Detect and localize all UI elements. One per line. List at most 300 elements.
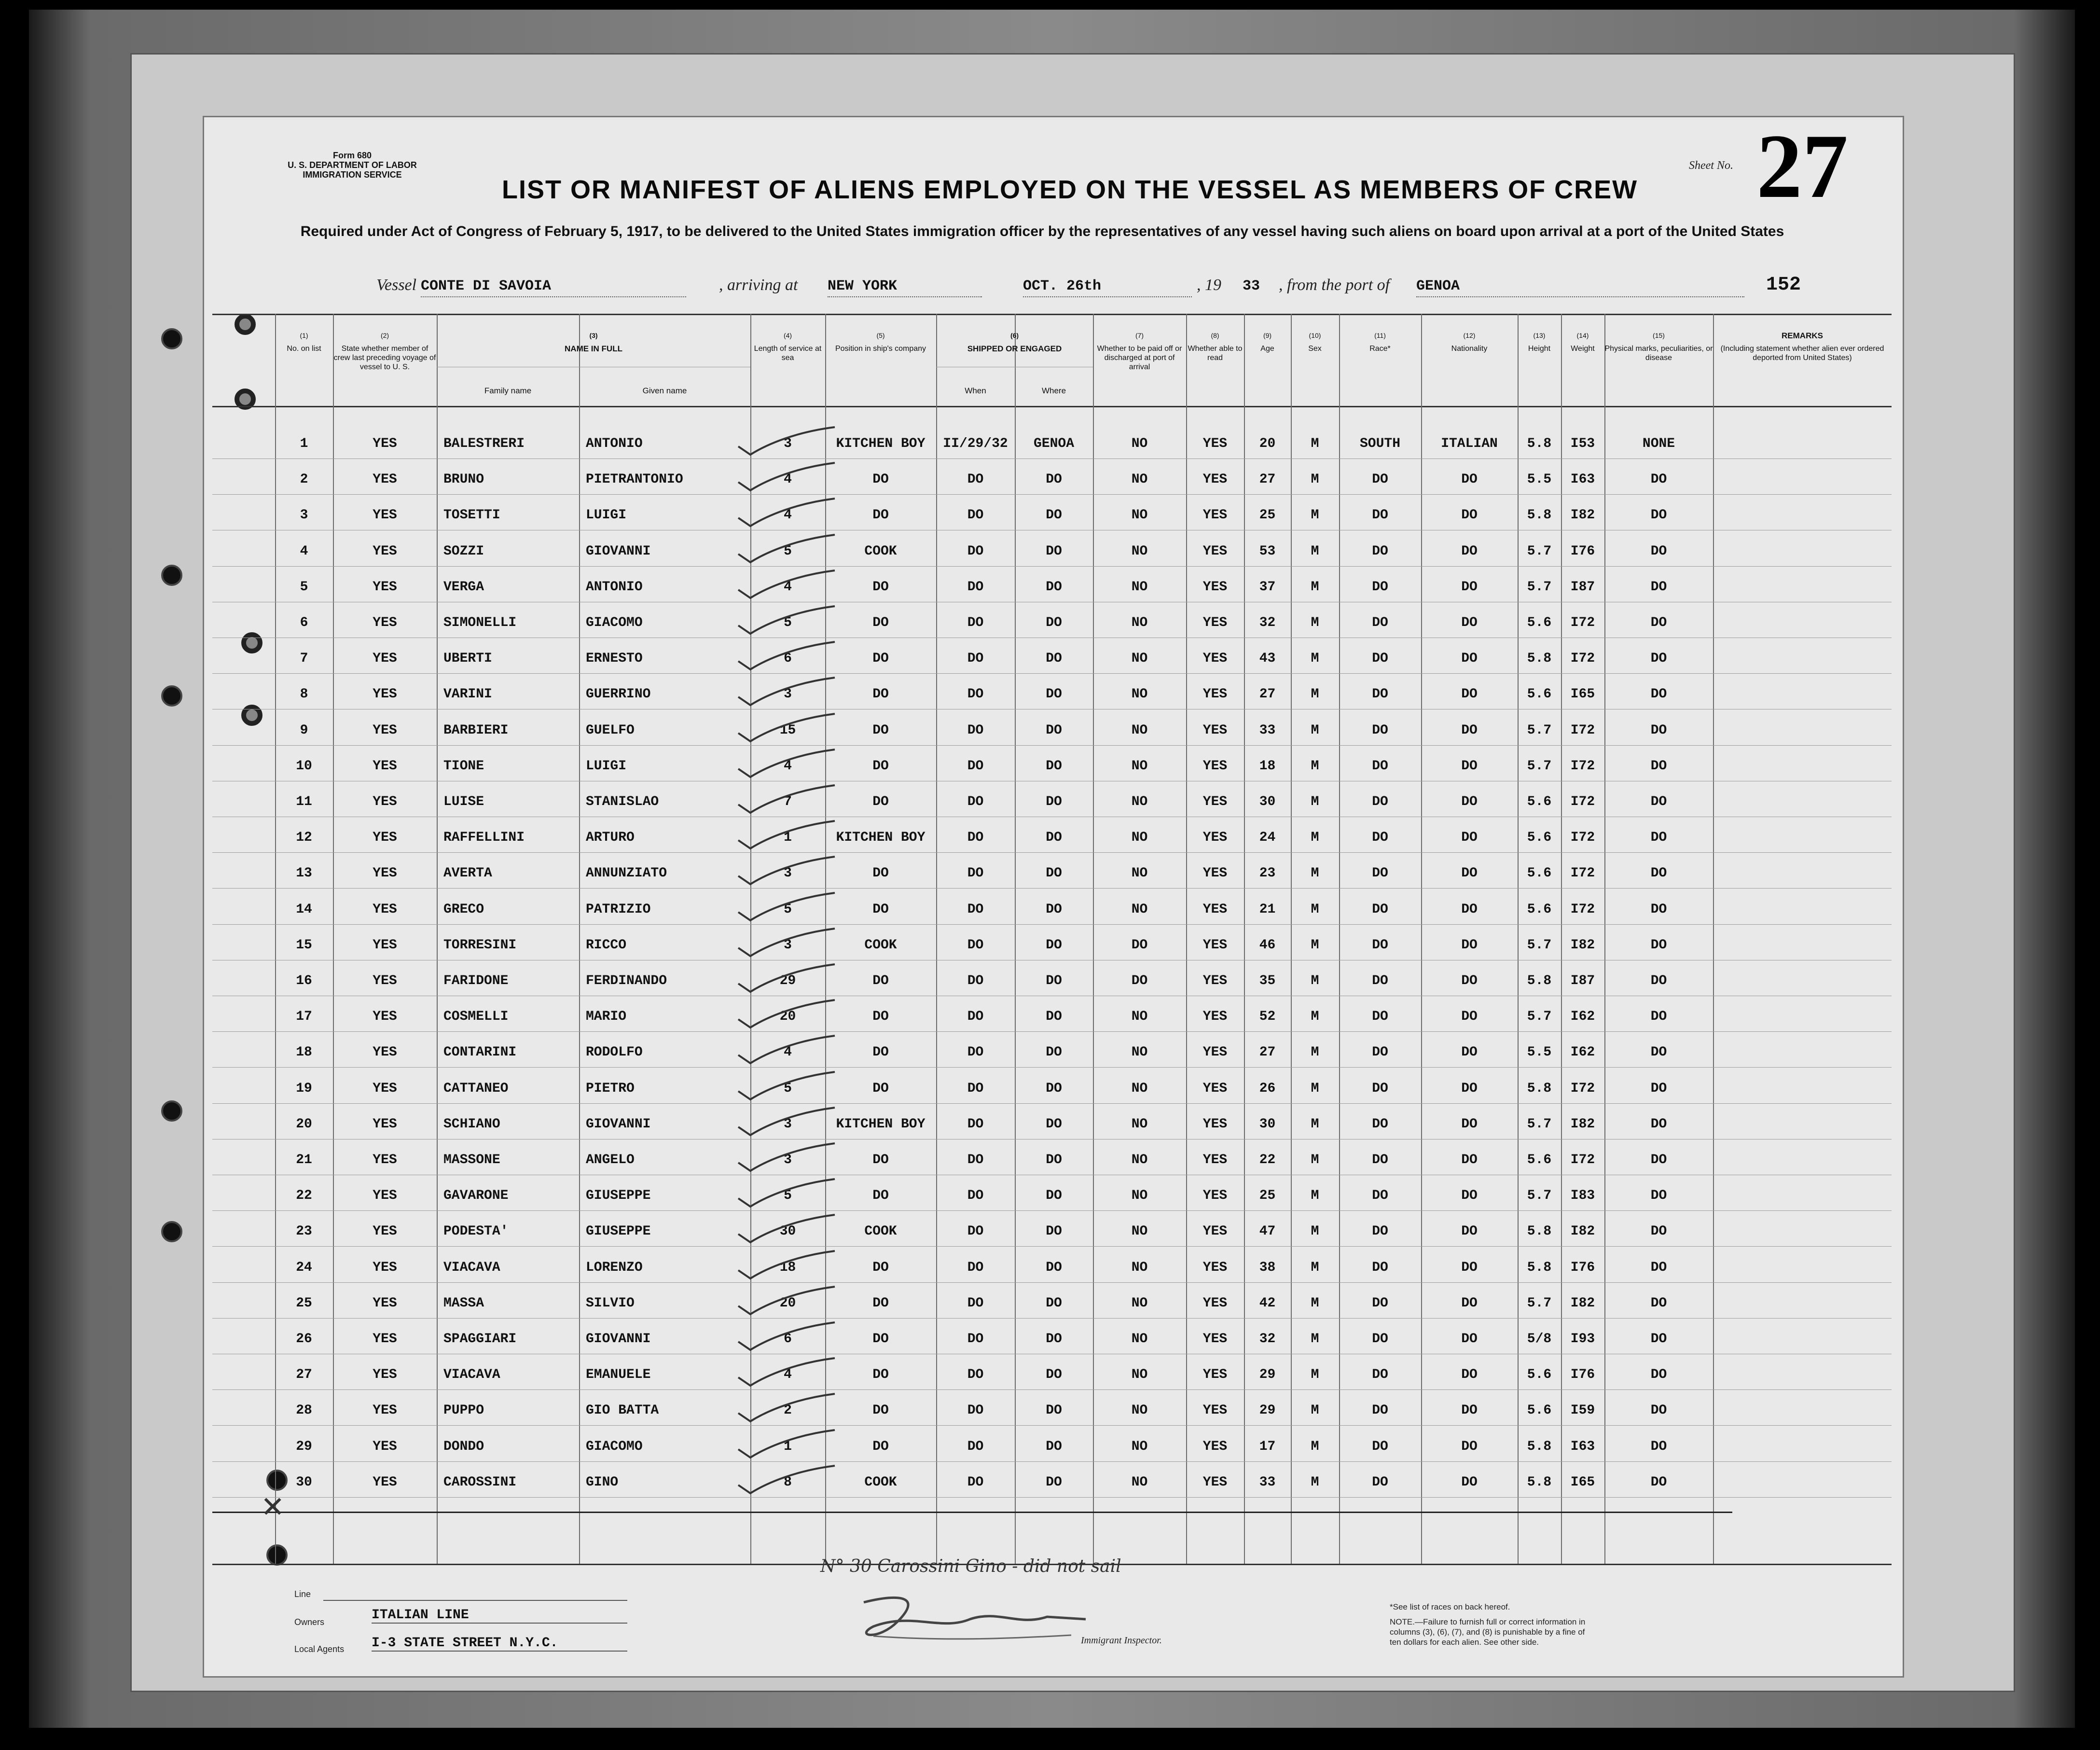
cell-weight: I82 — [1570, 1295, 1595, 1311]
cell-physical-marks: DO — [1650, 1367, 1667, 1383]
column-label: Physical marks, peculiarities, or disease — [1604, 345, 1713, 362]
cell-shipped-when: DO — [967, 1332, 984, 1347]
cell-race: DO — [1372, 902, 1388, 917]
cell-position: COOK — [864, 937, 897, 953]
cell-able-to-read: YES — [1202, 794, 1228, 809]
cell-sex: M — [1311, 1474, 1319, 1490]
cell-weight: I76 — [1570, 1260, 1595, 1275]
cell-age: 42 — [1259, 1295, 1276, 1311]
header-name-in-full — [437, 314, 750, 367]
cell-shipped-where: DO — [1046, 973, 1062, 988]
cell-shipped-where: DO — [1046, 615, 1062, 630]
cell-physical-marks: DO — [1650, 543, 1667, 559]
cell-list-number: 18 — [296, 1045, 312, 1060]
line-label: Line — [294, 1589, 311, 1599]
cell-able-to-read: YES — [1202, 722, 1228, 738]
cell-family-name: CATTANEO — [443, 1081, 509, 1096]
cell-age: 32 — [1259, 1332, 1276, 1347]
cell-given-name: GINO — [586, 1474, 619, 1490]
pencil-check-mark — [729, 1212, 844, 1246]
cell-sex: M — [1311, 1153, 1319, 1167]
cell-length-of-service: 6 — [784, 1332, 792, 1347]
cell-age: 23 — [1259, 866, 1276, 881]
pencil-check-mark — [729, 639, 844, 673]
cell-previous-voyage: YES — [373, 543, 397, 559]
cell-weight: I87 — [1570, 973, 1595, 988]
cell-race: DO — [1372, 651, 1388, 667]
pencil-check-mark — [729, 1463, 844, 1497]
cell-given-name: GIOVANNI — [586, 1116, 651, 1132]
cell-height: 5.7 — [1527, 1116, 1552, 1132]
pencil-check-mark — [729, 1069, 844, 1103]
cell-shipped-where: DO — [1046, 794, 1062, 809]
cell-age: 52 — [1259, 1009, 1276, 1025]
cell-nationality: DO — [1461, 651, 1478, 667]
cell-given-name: MARIO — [586, 1009, 627, 1025]
cell-shipped-where: DO — [1046, 1403, 1062, 1418]
row-rule — [212, 1461, 1892, 1462]
cell-previous-voyage: YES — [373, 722, 397, 738]
cell-position: DO — [872, 1009, 889, 1025]
cell-position: DO — [872, 1188, 889, 1204]
cell-physical-marks: DO — [1650, 866, 1667, 881]
cell-physical-marks: DO — [1650, 1224, 1667, 1239]
cell-shipped-when: DO — [967, 1439, 984, 1454]
cell-weight: I72 — [1570, 794, 1595, 809]
cell-shipped-where: DO — [1046, 1295, 1062, 1311]
cell-list-number: 25 — [296, 1295, 312, 1311]
row-rule — [212, 1031, 1892, 1032]
cell-height: 5/8 — [1527, 1332, 1552, 1347]
cell-able-to-read: YES — [1202, 543, 1228, 559]
cell-race: DO — [1372, 687, 1388, 702]
cell-able-to-read: YES — [1202, 1224, 1228, 1239]
header-race — [1339, 314, 1421, 404]
cell-race: DO — [1372, 1188, 1388, 1204]
cell-shipped-where: DO — [1046, 1009, 1062, 1025]
cell-weight: I93 — [1570, 1332, 1595, 1347]
cell-nationality: DO — [1461, 722, 1478, 738]
cell-shipped-where: DO — [1046, 866, 1062, 881]
cell-height: 5.6 — [1527, 902, 1552, 917]
cell-race: DO — [1372, 1439, 1388, 1454]
cell-nationality: ITALIAN — [1441, 436, 1498, 451]
cell-shipped-when: DO — [967, 1081, 984, 1096]
agents-value: I-3 STATE STREET N.Y.C. — [372, 1636, 627, 1652]
cell-shipped-when: DO — [967, 902, 984, 917]
cell-given-name: GIO BATTA — [586, 1403, 659, 1418]
pencil-check-mark — [729, 532, 844, 566]
cell-family-name: SIMONELLI — [443, 615, 517, 630]
cell-sex: M — [1311, 1188, 1319, 1204]
cell-nationality: DO — [1461, 1295, 1478, 1311]
row-rule — [212, 888, 1892, 889]
cell-able-to-read: YES — [1202, 1474, 1228, 1490]
cell-height: 5.7 — [1527, 1295, 1552, 1311]
cell-shipped-where: DO — [1046, 1367, 1062, 1383]
cell-previous-voyage: YES — [373, 1116, 397, 1132]
cell-height: 5.6 — [1527, 830, 1552, 846]
cell-age: 24 — [1259, 830, 1276, 846]
cell-family-name: VARINI — [443, 687, 492, 702]
cell-nationality: DO — [1461, 687, 1478, 702]
cell-weight: I63 — [1570, 472, 1595, 487]
cell-age: 33 — [1259, 722, 1276, 738]
cell-shipped-when: DO — [967, 1224, 984, 1239]
cell-age: 32 — [1259, 615, 1276, 630]
cell-shipped-when: DO — [967, 687, 984, 702]
cell-list-number: 17 — [296, 1009, 312, 1025]
cell-weight: I72 — [1570, 615, 1595, 630]
cell-previous-voyage: YES — [373, 1439, 397, 1454]
cell-family-name: SPAGGIARI — [443, 1332, 517, 1347]
cell-position: DO — [872, 508, 889, 523]
header-sex — [1291, 314, 1339, 404]
cell-race: DO — [1372, 1367, 1388, 1383]
cell-length-of-service: 3 — [784, 1116, 792, 1132]
cell-physical-marks: DO — [1650, 651, 1667, 667]
column-label: Whether to be paid off or discharged at port of arrival — [1097, 345, 1182, 371]
cell-list-number: 10 — [296, 758, 312, 774]
cell-family-name: VIACAVA — [443, 1260, 500, 1275]
header-position — [825, 314, 936, 404]
cell-sex: M — [1311, 1403, 1319, 1418]
pencil-check-mark — [729, 926, 844, 960]
cell-given-name: ANTONIO — [586, 579, 643, 595]
cell-nationality: DO — [1461, 937, 1478, 953]
cell-list-number: 19 — [296, 1081, 312, 1096]
cell-nationality: DO — [1461, 1224, 1478, 1239]
cell-family-name: DONDO — [443, 1439, 484, 1454]
cell-able-to-read: YES — [1202, 1260, 1228, 1275]
cell-paid-off: NO — [1131, 1403, 1148, 1418]
cell-shipped-where: GENOA — [1033, 436, 1074, 451]
cell-given-name: PATRIZIO — [586, 902, 651, 917]
cell-height: 5.7 — [1527, 579, 1552, 595]
line-value — [323, 1583, 627, 1601]
cell-age: 27 — [1259, 472, 1276, 487]
cell-sex: M — [1311, 1367, 1319, 1383]
cell-nationality: DO — [1461, 794, 1478, 809]
row-rule — [212, 1282, 1892, 1283]
cell-given-name: EMANUELE — [586, 1367, 651, 1383]
row-rule — [212, 1210, 1892, 1211]
cell-physical-marks: DO — [1650, 1260, 1667, 1275]
cell-race: DO — [1372, 722, 1388, 738]
cell-physical-marks: DO — [1650, 472, 1667, 487]
cell-age: 43 — [1259, 651, 1276, 667]
cell-sex: M — [1311, 1116, 1319, 1132]
cell-sex: M — [1311, 651, 1319, 667]
cell-shipped-where: DO — [1046, 508, 1062, 523]
races-note: *See list of races on back hereof. — [1390, 1602, 1510, 1611]
cell-position: DO — [872, 1260, 889, 1275]
cell-previous-voyage: YES — [373, 1153, 397, 1167]
cell-given-name: GIACOMO — [586, 1439, 643, 1454]
cell-nationality: DO — [1461, 866, 1478, 881]
cell-shipped-where: DO — [1046, 937, 1062, 953]
cell-nationality: DO — [1461, 1474, 1478, 1490]
column-label: Sex — [1308, 345, 1322, 353]
cell-physical-marks: DO — [1650, 758, 1667, 774]
column-number: (11) — [1374, 332, 1386, 339]
cell-height: 5.6 — [1527, 1367, 1552, 1383]
column-number: (7) — [1135, 332, 1144, 339]
cell-position: KITCHEN BOY — [836, 436, 926, 451]
cell-position: DO — [872, 722, 889, 738]
service-name: IMMIGRATION SERVICE — [303, 170, 402, 180]
cell-shipped-where: DO — [1046, 543, 1062, 559]
cell-position: DO — [872, 1295, 889, 1311]
pencil-check-mark — [729, 1033, 844, 1067]
column-label: REMARKS — [1782, 331, 1823, 340]
cell-position: DO — [872, 758, 889, 774]
cell-race: DO — [1372, 615, 1388, 630]
cell-list-number: 8 — [300, 687, 308, 702]
pencil-check-mark — [729, 1249, 844, 1282]
row-rule — [212, 1103, 1892, 1104]
cell-nationality: DO — [1461, 1116, 1478, 1132]
cell-weight: I72 — [1570, 902, 1595, 917]
cell-previous-voyage: YES — [373, 937, 397, 953]
cell-length-of-service: 18 — [779, 1260, 796, 1275]
row-rule — [212, 1067, 1892, 1068]
cell-shipped-when: DO — [967, 1153, 984, 1167]
cell-weight: I59 — [1570, 1403, 1595, 1418]
cell-paid-off: NO — [1131, 1367, 1148, 1383]
cell-position: DO — [872, 1081, 889, 1096]
cell-age: 20 — [1259, 436, 1276, 451]
cell-nationality: DO — [1461, 1367, 1478, 1383]
cell-nationality: DO — [1461, 472, 1478, 487]
cell-previous-voyage: YES — [373, 436, 397, 451]
owners-value: ITALIAN LINE — [372, 1608, 627, 1624]
cell-weight: I62 — [1570, 1009, 1595, 1025]
penalty-note: NOTE.—Failure to furnish full or correct information in columns (3), (6), (7), and (8) is punishable by a fine of ten dollars for each alien. See other side. — [1390, 1617, 1586, 1647]
subheader-family-name: Family name — [484, 386, 532, 395]
cell-height: 5.6 — [1527, 1403, 1552, 1418]
arrival-year: 33 — [1243, 278, 1260, 294]
header-shipped-engaged — [936, 314, 1093, 367]
cell-family-name: TORRESINI — [443, 937, 517, 953]
crew-manifest-table — [212, 314, 1892, 1564]
cell-family-name: TIONE — [443, 758, 484, 774]
cell-length-of-service: 5 — [784, 1188, 792, 1204]
cell-race: DO — [1372, 1332, 1388, 1347]
cell-race: DO — [1372, 1474, 1388, 1490]
cell-given-name: ANTONIO — [586, 436, 643, 451]
cell-height: 5.7 — [1527, 1188, 1552, 1204]
cell-position: DO — [872, 1439, 889, 1454]
cell-height: 5.5 — [1527, 1045, 1552, 1060]
cell-shipped-where: DO — [1046, 1224, 1062, 1239]
cell-shipped-when: DO — [967, 615, 984, 630]
cell-list-number: 3 — [300, 508, 308, 523]
cell-race: DO — [1372, 1081, 1388, 1096]
cell-height: 5.8 — [1527, 1439, 1552, 1454]
cell-shipped-when: DO — [967, 543, 984, 559]
cell-shipped-when: DO — [967, 579, 984, 595]
cell-shipped-where: DO — [1046, 651, 1062, 667]
cell-length-of-service: 4 — [784, 1045, 792, 1060]
cell-weight: I63 — [1570, 1439, 1595, 1454]
cell-race: DO — [1372, 866, 1388, 881]
cell-able-to-read: YES — [1202, 687, 1228, 702]
cell-nationality: DO — [1461, 1439, 1478, 1454]
header-nationality — [1421, 314, 1518, 404]
cell-age: 30 — [1259, 794, 1276, 809]
cell-height: 5.6 — [1527, 1153, 1552, 1167]
cell-paid-off: NO — [1131, 543, 1148, 559]
year-prefix: , 19 — [1197, 276, 1221, 294]
cell-paid-off: NO — [1131, 866, 1148, 881]
cell-paid-off: NO — [1131, 1260, 1148, 1275]
inspector-label: Immigrant Inspector. — [1081, 1635, 1162, 1646]
header-remarks — [1713, 314, 1892, 404]
cell-shipped-when: DO — [967, 1009, 984, 1025]
cell-position: DO — [872, 651, 889, 667]
column-label: Age — [1260, 345, 1274, 353]
column-number: (5) — [876, 332, 885, 339]
cell-position: COOK — [864, 1224, 897, 1239]
cell-shipped-when: DO — [967, 866, 984, 881]
cell-nationality: DO — [1461, 508, 1478, 523]
cell-paid-off: NO — [1131, 758, 1148, 774]
cell-weight: I72 — [1570, 830, 1595, 846]
arriving-label: , arriving at — [719, 276, 798, 294]
cell-weight: I76 — [1570, 1367, 1595, 1383]
cell-physical-marks: DO — [1650, 1188, 1667, 1204]
cell-paid-off: NO — [1131, 1224, 1148, 1239]
cell-weight: I82 — [1570, 937, 1595, 953]
form-number: Form 680 — [332, 151, 372, 160]
cell-able-to-read: YES — [1202, 1367, 1228, 1383]
x-mark: ✕ — [261, 1490, 285, 1524]
cell-paid-off: NO — [1131, 1295, 1148, 1311]
row-rule — [212, 566, 1892, 567]
cell-shipped-when: DO — [967, 794, 984, 809]
cell-weight: I65 — [1570, 1474, 1595, 1490]
row-rule — [212, 673, 1892, 674]
subheader-when: When — [965, 386, 986, 395]
cell-length-of-service: 2 — [784, 1403, 792, 1418]
cell-sex: M — [1311, 758, 1319, 774]
sheet-number: 27 — [1756, 116, 1848, 217]
cell-height: 5.6 — [1527, 687, 1552, 702]
cell-height: 5.8 — [1527, 1224, 1552, 1239]
cell-length-of-service: 1 — [784, 1439, 792, 1454]
cell-list-number: 24 — [296, 1260, 312, 1275]
column-number: (1) — [300, 332, 308, 339]
cell-previous-voyage: YES — [373, 902, 397, 917]
header-list-number — [275, 314, 333, 404]
cell-age: 30 — [1259, 1116, 1276, 1132]
cell-physical-marks: DO — [1650, 1045, 1667, 1060]
cell-shipped-where: DO — [1046, 1081, 1062, 1096]
cell-previous-voyage: YES — [373, 615, 397, 630]
cell-length-of-service: 1 — [784, 830, 792, 846]
cell-physical-marks: DO — [1650, 1153, 1667, 1167]
cell-family-name: BARBIERI — [443, 722, 509, 738]
cell-previous-voyage: YES — [373, 866, 397, 881]
cell-able-to-read: YES — [1202, 1045, 1228, 1060]
form-identifier — [275, 151, 429, 180]
agents-label: Local Agents — [294, 1644, 345, 1654]
cell-race: DO — [1372, 508, 1388, 523]
cell-family-name: COSMELLI — [443, 1009, 509, 1025]
cell-previous-voyage: YES — [373, 508, 397, 523]
cell-given-name: GIOVANNI — [586, 543, 651, 559]
cell-age: 21 — [1259, 902, 1276, 917]
column-number: (9) — [1263, 332, 1272, 339]
cell-shipped-where: DO — [1046, 1116, 1062, 1132]
cell-paid-off: NO — [1131, 651, 1148, 667]
pencil-check-mark — [729, 783, 844, 817]
cell-list-number: 13 — [296, 866, 312, 881]
row-rule — [212, 1246, 1892, 1247]
cell-shipped-when: II/29/32 — [943, 436, 1008, 451]
cell-position: DO — [872, 1153, 889, 1167]
cell-physical-marks: DO — [1650, 687, 1667, 702]
cell-weight: I72 — [1570, 651, 1595, 667]
cell-age: 29 — [1259, 1367, 1276, 1383]
cell-race: DO — [1372, 1260, 1388, 1275]
cell-given-name: ARTURO — [586, 830, 635, 846]
cell-given-name: RODOLFO — [586, 1045, 643, 1060]
cell-paid-off: DO — [1131, 937, 1148, 953]
cell-nationality: DO — [1461, 830, 1478, 846]
pencil-check-mark — [729, 568, 844, 602]
cell-sex: M — [1311, 1045, 1319, 1060]
cell-weight: I83 — [1570, 1188, 1595, 1204]
cell-able-to-read: YES — [1202, 937, 1228, 953]
cell-shipped-when: DO — [967, 1260, 984, 1275]
cell-given-name: ANGELO — [586, 1153, 635, 1167]
cell-sex: M — [1311, 1224, 1319, 1239]
pencil-check-mark — [729, 890, 844, 924]
row-rule — [212, 1389, 1892, 1390]
cell-race: SOUTH — [1359, 436, 1400, 451]
cell-nationality: DO — [1461, 1045, 1478, 1060]
cell-length-of-service: 6 — [784, 651, 792, 667]
cell-nationality: DO — [1461, 1260, 1478, 1275]
cell-sex: M — [1311, 937, 1319, 953]
cell-length-of-service: 5 — [784, 902, 792, 917]
cell-list-number: 16 — [296, 973, 312, 988]
port-label: , from the port of — [1279, 276, 1390, 294]
punch-hole — [161, 328, 182, 349]
cell-physical-marks: DO — [1650, 902, 1667, 917]
cell-able-to-read: YES — [1202, 508, 1228, 523]
cell-position: DO — [872, 1045, 889, 1060]
cell-family-name: GAVARONE — [443, 1188, 509, 1204]
row-rule — [212, 1425, 1892, 1426]
cell-height: 5.7 — [1527, 543, 1552, 559]
cell-nationality: DO — [1461, 1153, 1478, 1167]
cell-sex: M — [1311, 508, 1319, 523]
cell-list-number: 22 — [296, 1188, 312, 1204]
cell-list-number: 6 — [300, 615, 308, 630]
cell-able-to-read: YES — [1202, 866, 1228, 881]
cell-previous-voyage: YES — [373, 687, 397, 702]
pencil-check-mark — [729, 854, 844, 888]
cell-race: DO — [1372, 472, 1388, 487]
cell-shipped-where: DO — [1046, 722, 1062, 738]
cell-height: 5.6 — [1527, 615, 1552, 630]
cell-height: 5.8 — [1527, 651, 1552, 667]
cell-position: DO — [872, 973, 889, 988]
pencil-check-mark — [729, 496, 844, 530]
